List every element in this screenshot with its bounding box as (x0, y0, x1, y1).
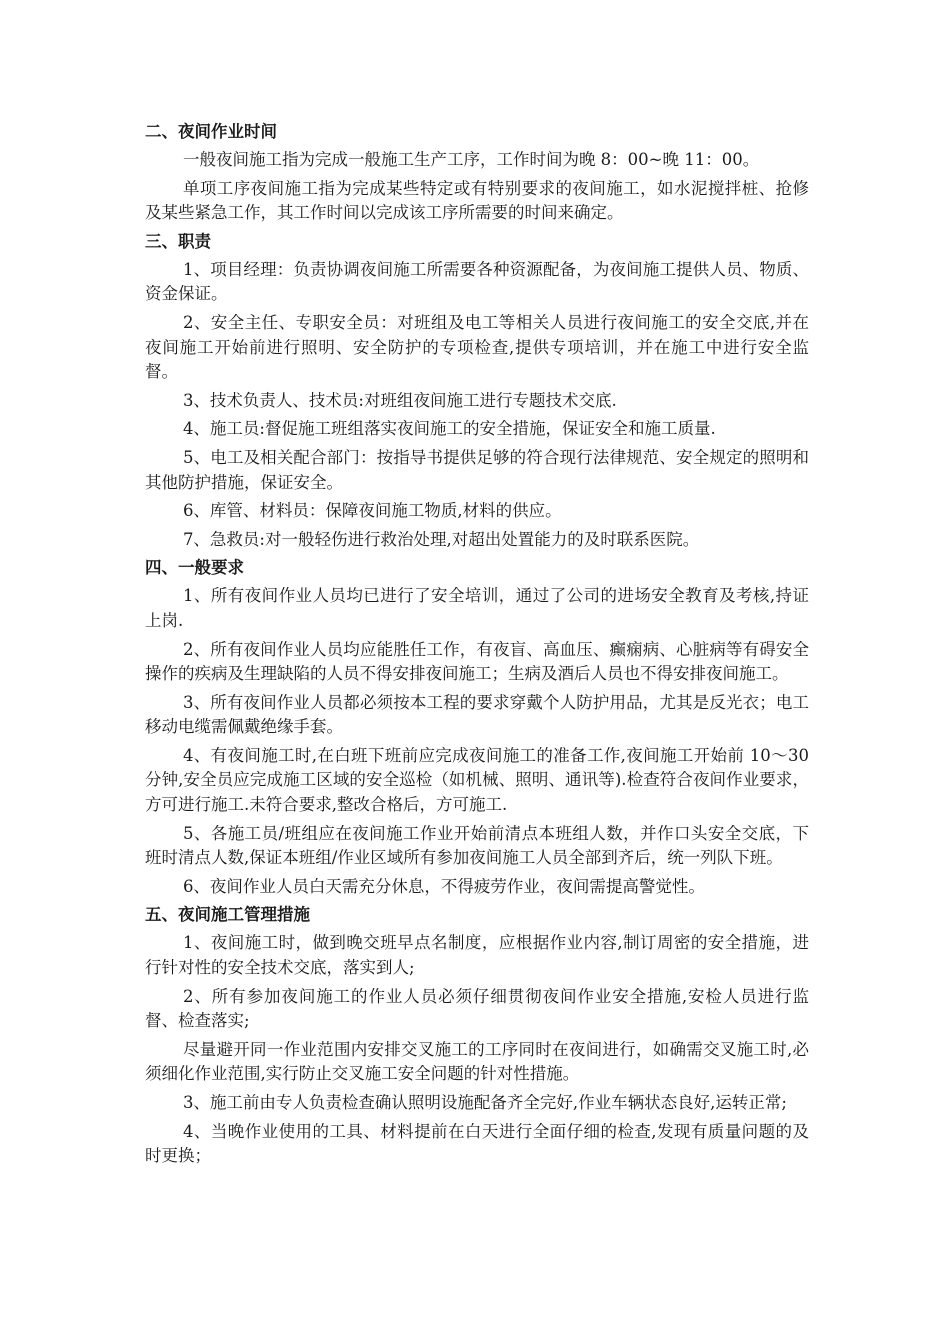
paragraph: 2、所有夜间作业人员均应能胜任工作，有夜盲、高血压、癫痫病、心脏病等有碍安全操作的疾病及生理缺陷的人员不得安排夜间施工；生病及酒后人员也不得安排夜间施工。 (145, 639, 809, 684)
paragraph: 一般夜间施工指为完成一般施工生产工序，工作时间为晚 8：00~晚 11：00。 (182, 150, 760, 169)
section-responsibilities (145, 230, 809, 553)
paragraph: 1、所有夜间作业人员均已进行了安全培训，通过了公司的进场安全教育及考核,持证上岗. (145, 586, 809, 630)
section-night-work-time (145, 120, 809, 226)
paragraph: 6、库管、材料员：保障夜间施工物质,材料的供应。 (182, 501, 562, 521)
paragraph: 3、施工前由专人负责检查确认照明设施配备齐全完好,作业车辆状态良好,运转正常; (182, 1093, 787, 1112)
paragraph: 5、各施工员/班组应在夜间施工作业开始前清点本班组人数，并作口头安全交底，下班时清点人数,保证本班组/作业区域所有参加夜间施工人员全部到齐后，统一列队下班。 (145, 823, 809, 868)
paragraph: 4、施工员:督促施工班组落实夜间施工的安全措施，保证安全和施工质量. (182, 419, 716, 439)
paragraph: 尽量避开同一作业范围内安排交叉施工的工序同时在夜间进行，如确需交叉施工时,必须细化作业范围,实行防止交叉施工安全问题的针对性措施。 (145, 1039, 809, 1084)
paragraph: 1、夜间施工时，做到晚交班早点名制度，应根据作业内容,制订周密的安全措施，进行针对性的安全技术交底，落实到人; (145, 933, 809, 978)
paragraph: 5、电工及相关配合部门：按指导书提供足够的符合现行法律规范、安全规定的照明和其他防护措施，保证安全。 (145, 447, 809, 492)
paragraph: 3、所有夜间作业人员都必须按本工程的要求穿戴个人防护用品，尤其是反光衣；电工移动电缆需佩戴绝缘手套。 (145, 692, 809, 737)
paragraph: 2、所有参加夜间施工的作业人员必须仔细贯彻夜间作业安全措施,安检人员进行监督、检查落实; (145, 986, 809, 1031)
section-heading: 四、一般要求 (145, 558, 244, 578)
section-heading: 二、夜间作业时间 (145, 122, 277, 141)
section-heading: 三、职责 (145, 231, 211, 251)
section-heading: 五、夜间施工管理措施 (145, 905, 310, 925)
paragraph: 6、夜间作业人员白天需充分休息，不得疲劳作业，夜间需提高警觉性。 (182, 876, 705, 896)
paragraph: 1、项目经理：负责协调夜间施工所需要各种资源配备，为夜间施工提供人员、物质、资金保证。 (145, 259, 809, 304)
paragraph: 7、急救员:对一般轻伤进行救治处理,对超出处置能力的及时联系医院。 (182, 529, 700, 549)
paragraph: 4、有夜间施工时,在白班下班前应完成夜间施工的准备工作,夜间施工开始前 10～30 分钟,安全员应完成施工区域的安全巡检（如机械、照明、通讯等).检查符合夜间作业要求，方可进行施工.未符合要求,整改合格后，方可施工. (145, 745, 809, 815)
paragraph: 单项工序夜间施工指为完成某些特定或有特别要求的夜间施工，如水泥搅拌桩、抢修及某些紧急工作，其工作时间以完成该工序所需要的时间来确定。 (145, 178, 809, 223)
document-page (145, 120, 809, 1173)
section-management-measures (145, 903, 809, 1168)
paragraph: 3、技术负责人、技术员:对班组夜间施工进行专题技术交底. (182, 390, 617, 410)
paragraph: 4、当晚作业使用的工具、材料提前在白天进行全面仔细的检查,发现有质量问题的及时更换； (145, 1121, 809, 1166)
section-general-requirements (145, 556, 809, 899)
paragraph: 2、安全主任、专职安全员：对班组及电工等相关人员进行夜间施工的安全交底,并在夜间施工开始前进行照明、安全防护的专项检查,提供专项培训，并在施工中进行安全监督。 (145, 312, 809, 382)
